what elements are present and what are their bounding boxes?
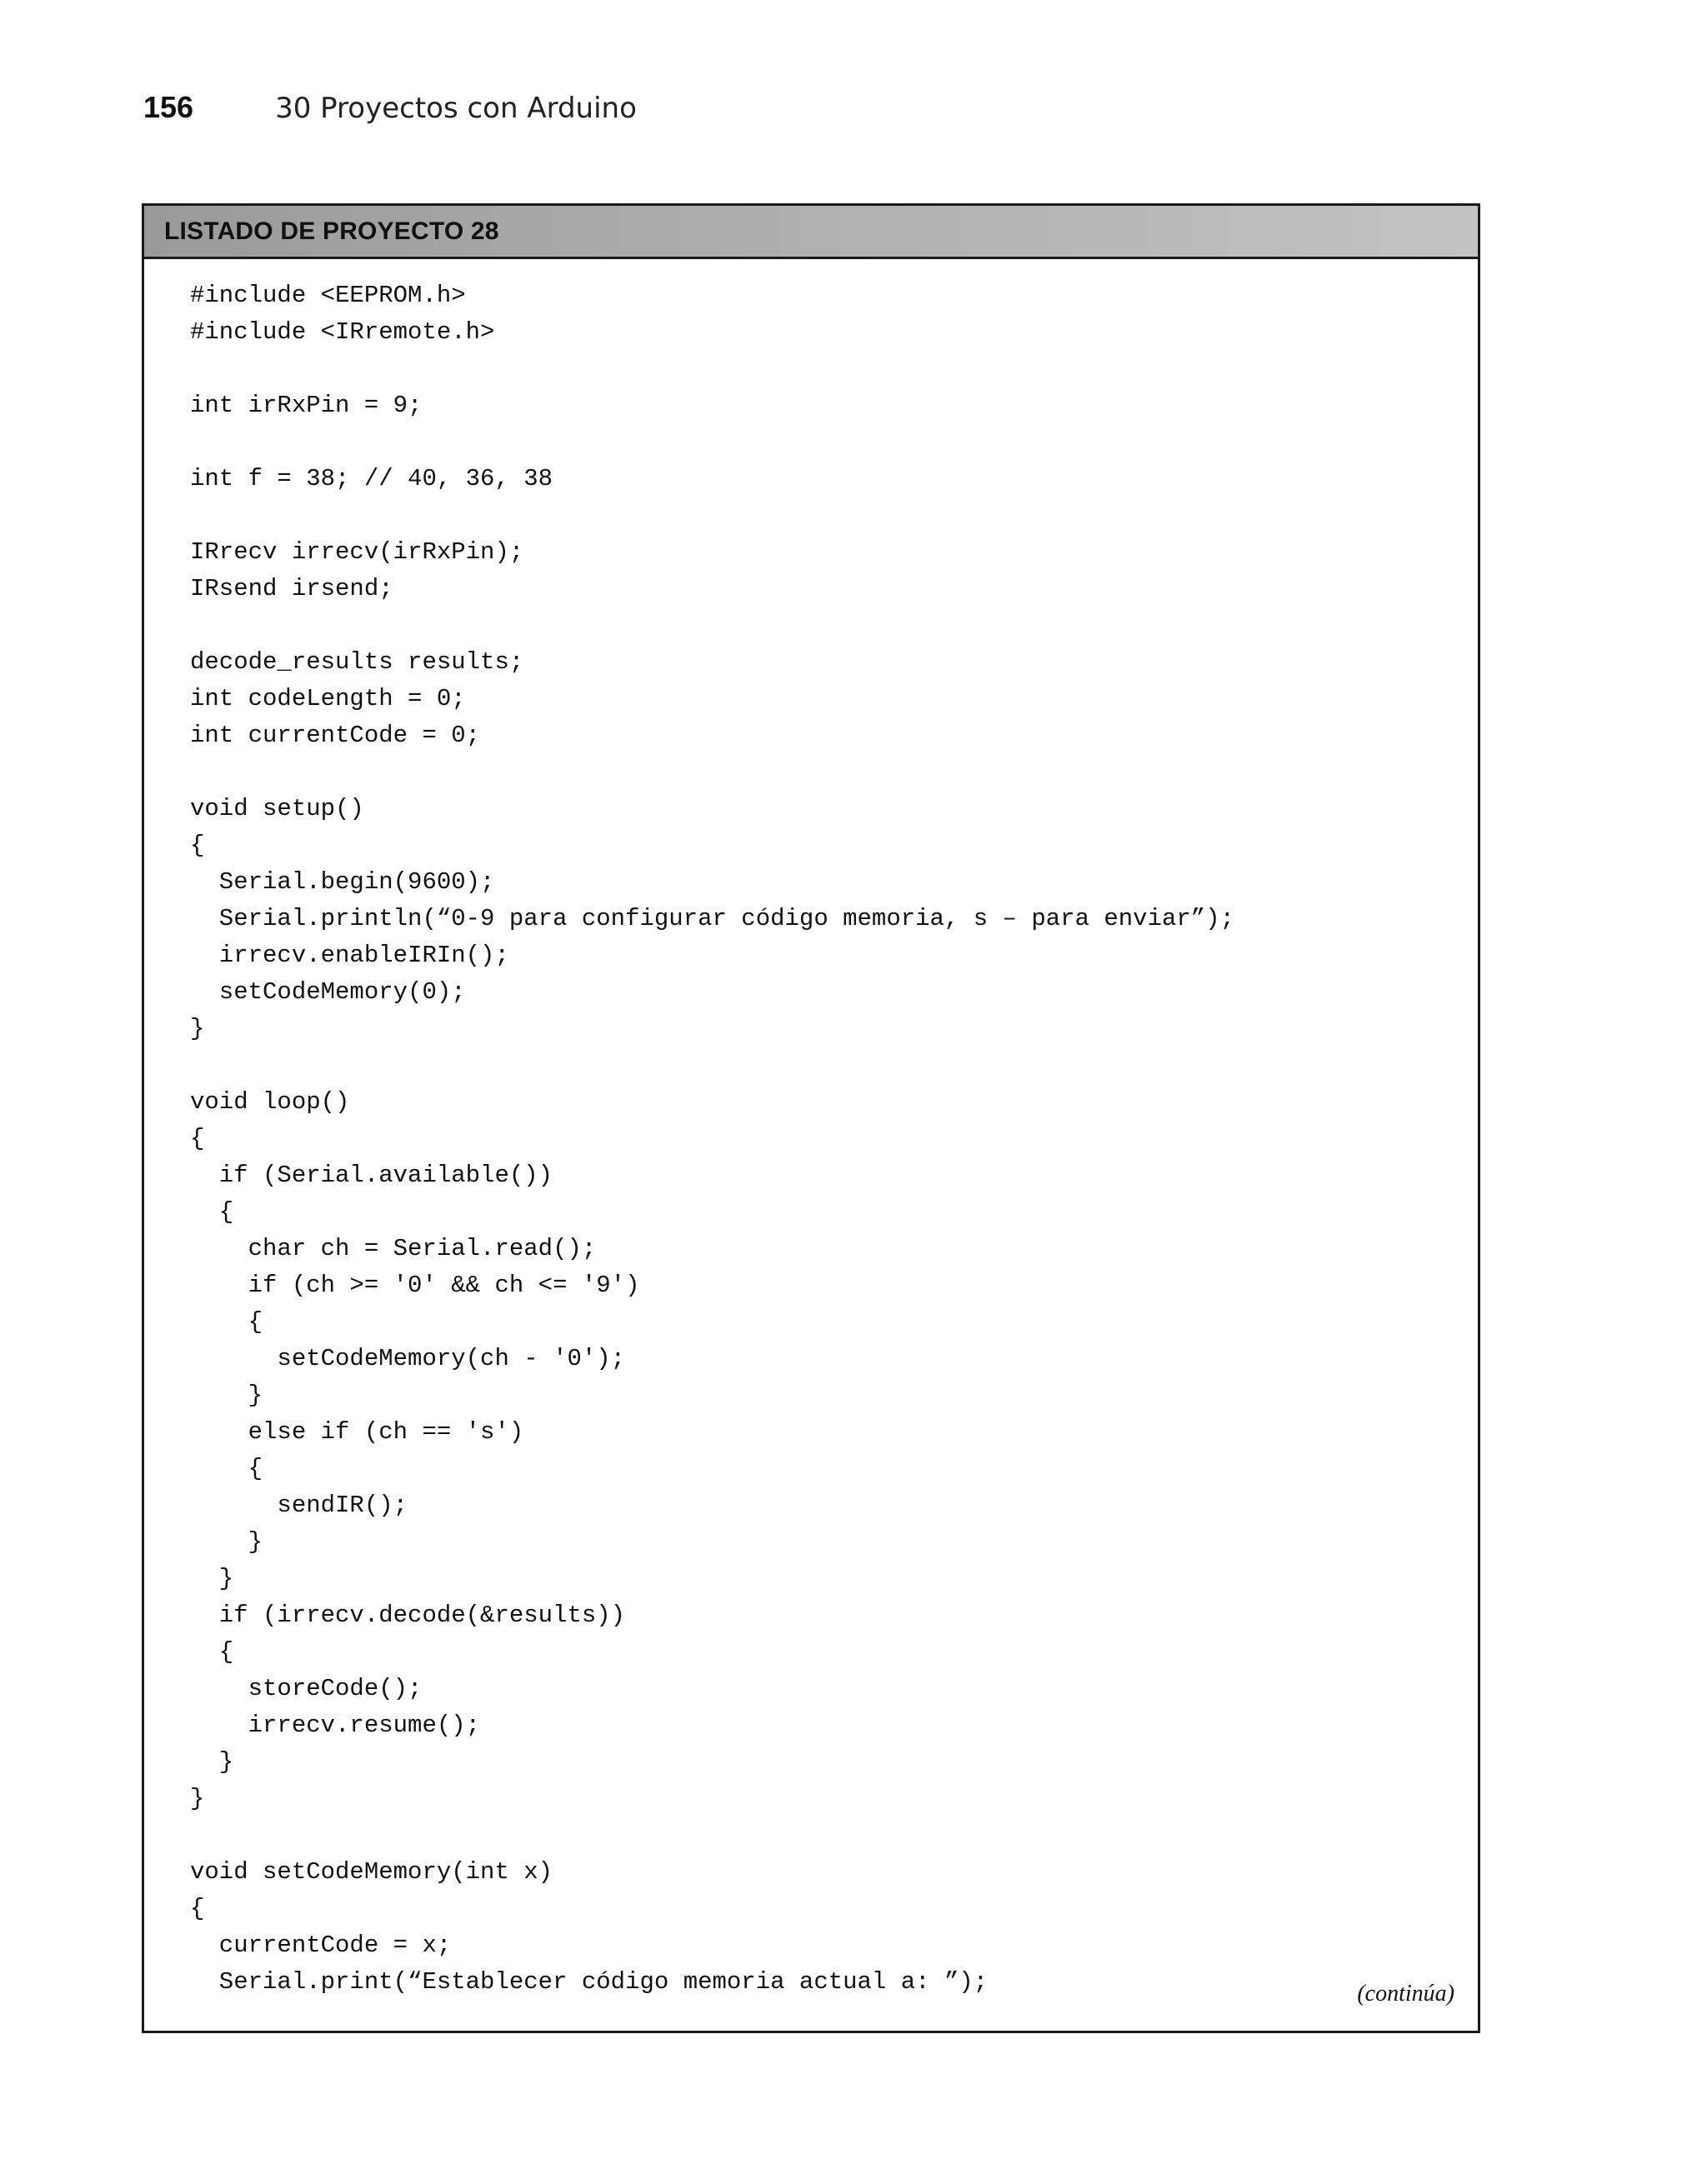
code-line: { [190,1638,234,1666]
listing-header [144,206,1478,259]
code-line: { [190,1308,263,1336]
code-line [190,1817,1461,1854]
continued-label: (continúa) [1357,1981,1454,2007]
code-line: int irRxPin = 9; [190,392,423,419]
code-line [190,607,1461,644]
code-line: IRrecv irrecv(irRxPin); [190,538,524,566]
code-line: int f = 38; // 40, 36, 38 [190,465,553,492]
code-line: } [190,1565,234,1592]
code-line: { [190,1895,205,1922]
code-line: setCodeMemory(0); [190,978,466,1006]
page-number: 156 [143,90,194,124]
code-line: { [190,1125,205,1152]
code-line: else if (ch == 's') [190,1418,524,1446]
code-line: char ch = Serial.read(); [190,1235,597,1262]
code-line: void loop() [190,1088,350,1116]
code-line: #include <IRremote.h> [190,318,495,346]
code-line: { [190,832,205,859]
code-line: currentCode = x; [190,1932,452,1959]
listing-title: LISTADO DE PROYECTO 28 [164,217,499,245]
code-line: storeCode(); [190,1675,423,1702]
code-line [190,497,1461,534]
code-line: void setup() [190,795,364,822]
code-line: IRsend irsend; [190,575,393,602]
code-line: int codeLength = 0; [190,685,466,712]
book-title: 30 Proyectos con Arduino [275,92,637,125]
code-line: irrecv.resume(); [190,1712,481,1739]
code-line [190,424,1461,461]
code-line: if (irrecv.decode(&results)) [190,1602,626,1629]
code-line [190,1047,1461,1084]
code-line: Serial.begin(9600); [190,868,495,896]
code-line: } [190,1382,263,1409]
code-line: { [190,1455,263,1482]
code-line: if (Serial.available()) [190,1162,553,1189]
code-line: } [190,1015,205,1042]
page-header [143,90,637,132]
code-line: setCodeMemory(ch - '0'); [190,1345,626,1372]
code-line: sendIR(); [190,1492,408,1519]
code-line: } [190,1748,234,1776]
code-line [190,351,1461,387]
code-line: } [190,1785,205,1812]
code-line: int currentCode = 0; [190,722,481,749]
code-line: Serial.println(“0-9 para configurar código memoria, s – para enviar”); [190,905,1235,932]
code-line: { [190,1198,234,1226]
code-line: Serial.print(“Establecer código memoria actual a: ”); [190,1968,989,1996]
code-line: decode_results results; [190,648,524,676]
code-block [190,277,1461,2001]
code-line: #include <EEPROM.h> [190,282,466,309]
code-line: void setCodeMemory(int x) [190,1858,553,1886]
code-line: irrecv.enableIRIn(); [190,942,509,969]
code-line: if (ch >= '0' && ch <= '9') [190,1272,640,1299]
code-line [190,754,1461,791]
code-listing-box [142,203,1480,2033]
code-line: } [190,1528,263,1556]
